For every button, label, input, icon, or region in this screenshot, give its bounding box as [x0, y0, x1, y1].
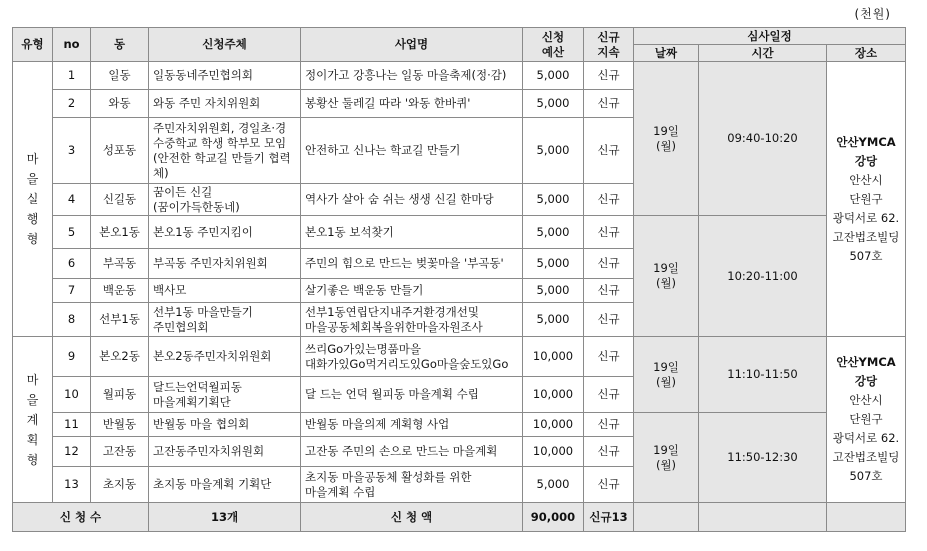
header-place: 장소 — [827, 45, 906, 62]
row-applicant: 초지동 마을계획 기획단 — [149, 467, 301, 503]
row-status: 신규 — [584, 118, 634, 184]
row-project: 본오1동 보석찾기 — [301, 216, 523, 249]
row-dong: 선부1동 — [91, 303, 149, 337]
summary-empty-place — [827, 503, 906, 532]
row-applicant: 백사모 — [149, 279, 301, 303]
row-budget: 5,000 — [523, 467, 584, 503]
row-status: 신규 — [584, 467, 634, 503]
header-schedule: 심사일정 — [634, 28, 906, 45]
header-date: 날짜 — [634, 45, 699, 62]
row-no: 2 — [53, 90, 91, 118]
schedule-time: 09:40-10:20 — [699, 62, 827, 216]
schedule-date: 19일 (월) — [634, 216, 699, 337]
header-time: 시간 — [699, 45, 827, 62]
row-budget: 10,000 — [523, 377, 584, 413]
table-row — [13, 337, 906, 377]
row-budget: 10,000 — [523, 437, 584, 467]
row-budget: 5,000 — [523, 279, 584, 303]
row-project: 선부1동연립단지내주거환경개선및 마을공동체회복을위한마을자원조사 — [301, 303, 523, 337]
row-no: 7 — [53, 279, 91, 303]
table-row — [13, 216, 906, 249]
header-budget: 신청 예산 — [523, 28, 584, 62]
summary-empty-time — [699, 503, 827, 532]
row-status: 신규 — [584, 216, 634, 249]
application-table — [12, 27, 906, 532]
row-budget: 5,000 — [523, 184, 584, 216]
row-dong: 본오2동 — [91, 337, 149, 377]
summary-empty-date — [634, 503, 699, 532]
summary-count-value: 13개 — [149, 503, 301, 532]
row-no: 11 — [53, 413, 91, 437]
row-budget: 5,000 — [523, 303, 584, 337]
row-status: 신규 — [584, 249, 634, 279]
schedule-date: 19일 (월) — [634, 337, 699, 413]
row-project: 주민의 힘으로 만드는 벚꽃마을 '부곡동' — [301, 249, 523, 279]
type-cell-execution: 마 을 실 행 형 — [13, 62, 53, 337]
row-budget: 5,000 — [523, 90, 584, 118]
unit-note: (천원) — [854, 7, 891, 21]
row-applicant: 와동 주민 자치위원회 — [149, 90, 301, 118]
table-row — [13, 62, 906, 90]
row-dong: 성포동 — [91, 118, 149, 184]
row-project: 봉황산 둘레길 따라 '와동 한바퀴' — [301, 90, 523, 118]
row-status: 신규 — [584, 279, 634, 303]
row-status: 신규 — [584, 413, 634, 437]
row-applicant: 꿈이든 신길 (꿈이가득한동네) — [149, 184, 301, 216]
schedule-time: 10:20-11:00 — [699, 216, 827, 337]
row-dong: 본오1동 — [91, 216, 149, 249]
row-project: 정이가고 강흥나는 일동 마을축제(정·감) — [301, 62, 523, 90]
row-dong: 와동 — [91, 90, 149, 118]
row-budget: 5,000 — [523, 118, 584, 184]
row-status: 신규 — [584, 337, 634, 377]
row-project: 역사가 살아 숨 쉬는 생생 신길 한마당 — [301, 184, 523, 216]
row-dong: 고잔동 — [91, 437, 149, 467]
row-dong: 신길동 — [91, 184, 149, 216]
header-type: 유형 — [13, 28, 53, 62]
row-project: 살기좋은 백운동 만들기 — [301, 279, 523, 303]
row-dong: 반월동 — [91, 413, 149, 437]
summary-row — [13, 503, 906, 532]
row-project: 달 드는 언덕 월피동 마을계획 수립 — [301, 377, 523, 413]
row-applicant: 주민자치위원회, 경일초·경 수중학교 학생 학부모 모임 (안전한 학교길 만들기 협력체) — [149, 118, 301, 184]
row-applicant: 본오2동주민자치위원회 — [149, 337, 301, 377]
row-status: 신규 — [584, 62, 634, 90]
row-applicant: 고잔동주민자치위원회 — [149, 437, 301, 467]
row-applicant: 반월동 마을 협의회 — [149, 413, 301, 437]
row-status: 신규 — [584, 184, 634, 216]
row-status: 신규 — [584, 90, 634, 118]
row-applicant: 본오1동 주민지킴이 — [149, 216, 301, 249]
header-project: 사업명 — [301, 28, 523, 62]
row-no: 5 — [53, 216, 91, 249]
schedule-date: 19일 (월) — [634, 62, 699, 216]
row-applicant: 달드는언덕월피동 마을계획기획단 — [149, 377, 301, 413]
summary-count-label: 신 청 수 — [13, 503, 149, 532]
summary-status-value: 신규13 — [584, 503, 634, 532]
table-row — [13, 413, 906, 437]
row-status: 신규 — [584, 437, 634, 467]
row-project: 고잔동 주민의 손으로 만드는 마을계획 — [301, 437, 523, 467]
schedule-place: 안산YMCA 강당 안산시 단원구 광덕서로 62. 고잔법조빌딩 507호 — [827, 337, 906, 503]
row-dong: 백운동 — [91, 279, 149, 303]
row-no: 9 — [53, 337, 91, 377]
row-project: 반월동 마을의제 계획형 사업 — [301, 413, 523, 437]
row-budget: 5,000 — [523, 216, 584, 249]
row-budget: 5,000 — [523, 62, 584, 90]
row-no: 3 — [53, 118, 91, 184]
row-project: 안전하고 신나는 학교길 만들기 — [301, 118, 523, 184]
row-project: 초지동 마을공동체 활성화를 위한 마을계획 수립 — [301, 467, 523, 503]
schedule-time: 11:50-12:30 — [699, 413, 827, 503]
header-dong: 동 — [91, 28, 149, 62]
row-budget: 5,000 — [523, 249, 584, 279]
row-status: 신규 — [584, 377, 634, 413]
header-status: 신규 지속 — [584, 28, 634, 62]
schedule-place: 안산YMCA 강당 안산시 단원구 광덕서로 62. 고잔법조빌딩 507호 — [827, 62, 906, 337]
schedule-time: 11:10-11:50 — [699, 337, 827, 413]
row-status: 신규 — [584, 303, 634, 337]
row-dong: 초지동 — [91, 467, 149, 503]
summary-amount-value: 90,000 — [523, 503, 584, 532]
row-budget: 10,000 — [523, 413, 584, 437]
row-dong: 일동 — [91, 62, 149, 90]
row-no: 10 — [53, 377, 91, 413]
row-no: 13 — [53, 467, 91, 503]
schedule-date: 19일 (월) — [634, 413, 699, 503]
row-no: 4 — [53, 184, 91, 216]
row-project: 쓰리Go가있는명품마을 대화가있Go먹거리도있Go마을숲도있Go — [301, 337, 523, 377]
row-dong: 부곡동 — [91, 249, 149, 279]
row-no: 8 — [53, 303, 91, 337]
row-no: 12 — [53, 437, 91, 467]
row-no: 6 — [53, 249, 91, 279]
row-applicant: 선부1동 마을만들기 주민협의회 — [149, 303, 301, 337]
row-applicant: 부곡동 주민자치위원회 — [149, 249, 301, 279]
type-cell-planning: 마 을 계 획 형 — [13, 337, 53, 503]
summary-amount-label: 신 청 액 — [301, 503, 523, 532]
row-budget: 10,000 — [523, 337, 584, 377]
row-no: 1 — [53, 62, 91, 90]
header-no: no — [53, 28, 91, 62]
row-applicant: 일동동네주민협의회 — [149, 62, 301, 90]
row-dong: 월피동 — [91, 377, 149, 413]
header-applicant: 신청주체 — [149, 28, 301, 62]
